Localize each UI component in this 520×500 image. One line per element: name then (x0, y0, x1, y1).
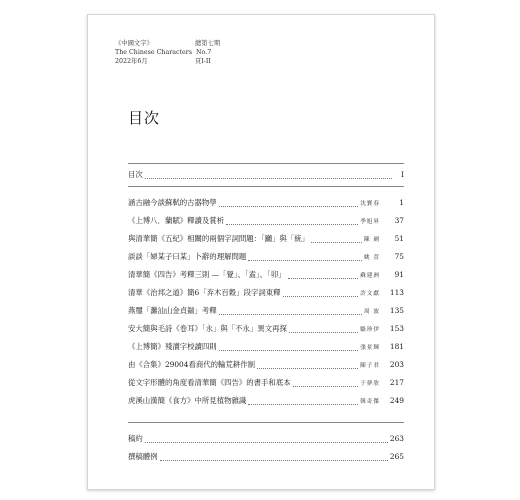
issue-zh: 總第七期 (195, 40, 221, 47)
toc-page: 1 (399, 198, 404, 207)
toc-title: 《上博簡》殘瀆字校讀四則 (128, 342, 217, 351)
leader-dots (160, 454, 388, 461)
toc-page: 91 (394, 270, 404, 279)
top-divider (128, 163, 404, 164)
toc-title: 撰稿體例 (128, 452, 158, 461)
toc-title: 清華《治邦之道》簡6「弃木百穀」段字詞東釋 (128, 288, 281, 297)
issue-en: No.7 (196, 48, 212, 56)
journal-header (115, 40, 220, 66)
toc-author: 韓奇傑 (360, 399, 380, 405)
toc-title: 涵古融今談蘇軾的古器物學 (128, 198, 217, 207)
toc-author: 陳 劍 (364, 237, 380, 243)
toc-entry-contents[interactable] (128, 170, 404, 180)
toc-author: 季旭昇 (360, 219, 380, 225)
toc-page: I (401, 170, 404, 179)
toc-page: 265 (389, 452, 404, 461)
toc-page: 153 (389, 324, 404, 333)
toc-entry[interactable] (128, 324, 404, 335)
leader-dots (283, 290, 359, 297)
page-title: 目次 (128, 109, 161, 127)
leader-dots (219, 200, 359, 207)
bottom-divider (128, 422, 404, 423)
toc-author: 陳子君 (360, 363, 380, 369)
toc-page: 181 (389, 342, 404, 351)
toc-title: 虎溪山漢簡《食方》中所見植物雜識 (128, 396, 247, 405)
toc-entry-style-guide[interactable] (128, 452, 404, 462)
leader-dots (289, 326, 358, 333)
toc-page: 217 (389, 378, 404, 387)
toc-entry-submission[interactable] (128, 434, 404, 444)
toc-title: 安大簡與毛詩《卷耳》「永」與「不永」異文再探 (128, 324, 287, 333)
toc-entry[interactable] (128, 360, 404, 371)
toc-entry[interactable] (128, 270, 404, 281)
toc-page: 249 (389, 396, 404, 405)
toc-entry[interactable] (128, 396, 404, 407)
section-divider (128, 186, 404, 187)
page-range: 頁I-II (195, 57, 211, 65)
toc-page: 203 (389, 360, 404, 369)
leader-dots (145, 172, 392, 179)
leader-dots (248, 398, 358, 405)
leader-dots (257, 362, 358, 369)
toc-page: 75 (394, 252, 404, 261)
toc-entry[interactable] (128, 216, 404, 227)
toc-author: 沈寶春 (360, 201, 380, 207)
leader-dots (219, 308, 362, 315)
toc-entry[interactable] (128, 342, 404, 353)
toc-page: 113 (389, 288, 404, 297)
toc-title: 《上博八．蘭賦》釋讀及賞析 (128, 216, 225, 225)
leader-dots (288, 272, 359, 279)
leader-dots (248, 254, 362, 261)
journal-title-zh: 《中國文字》 (115, 40, 153, 47)
toc-page: 51 (394, 234, 404, 243)
toc-entry[interactable] (128, 234, 404, 245)
toc-entry[interactable] (128, 198, 404, 209)
toc-title: 由《合集》29004看商代的輪荒耕作制 (128, 360, 255, 369)
toc-author: 張景輝 (360, 345, 380, 351)
leader-dots (311, 236, 362, 243)
leader-dots (226, 218, 358, 225)
toc-author: 周 波 (364, 309, 380, 315)
toc-title: 談談「婦某子曰某」卜辭的理解問題 (128, 252, 247, 261)
document-page (87, 14, 435, 490)
toc-entry[interactable] (128, 288, 404, 299)
toc-entry[interactable] (128, 306, 404, 317)
publication-date: 2022年6月 (115, 57, 148, 65)
leader-dots (145, 436, 388, 443)
toc-page: 37 (394, 216, 404, 225)
toc-page: 263 (389, 434, 404, 443)
toc-page: 135 (389, 306, 404, 315)
toc-author: 蘇建洲 (360, 273, 380, 279)
toc-title: 稿約 (128, 434, 143, 443)
leader-dots (293, 380, 359, 387)
leader-dots (219, 344, 359, 351)
toc-entry[interactable] (128, 252, 404, 263)
journal-title-en: The Chinese Characters (115, 48, 193, 56)
toc-title: 與清華簡《五紀》相關的兩個字詞問題：「躪」與「統」 (128, 234, 310, 243)
toc-entry[interactable] (128, 378, 404, 389)
toc-author: 于夢欣 (360, 381, 380, 387)
toc-author: 駱珍伊 (360, 327, 380, 333)
toc-title: 燕璽「灘汕山金貞鍴」考釋 (128, 306, 217, 315)
toc-title: 清華簡《四告》考釋三則 —「覺」、「盍」、「卯」 (128, 270, 286, 279)
toc-author: 姚 萱 (364, 255, 380, 261)
toc-title: 從文字形體的角度看清華簡《四告》的書手和底本 (128, 378, 291, 387)
toc-author: 許文獻 (360, 291, 380, 297)
toc-title: 目次 (128, 170, 143, 179)
